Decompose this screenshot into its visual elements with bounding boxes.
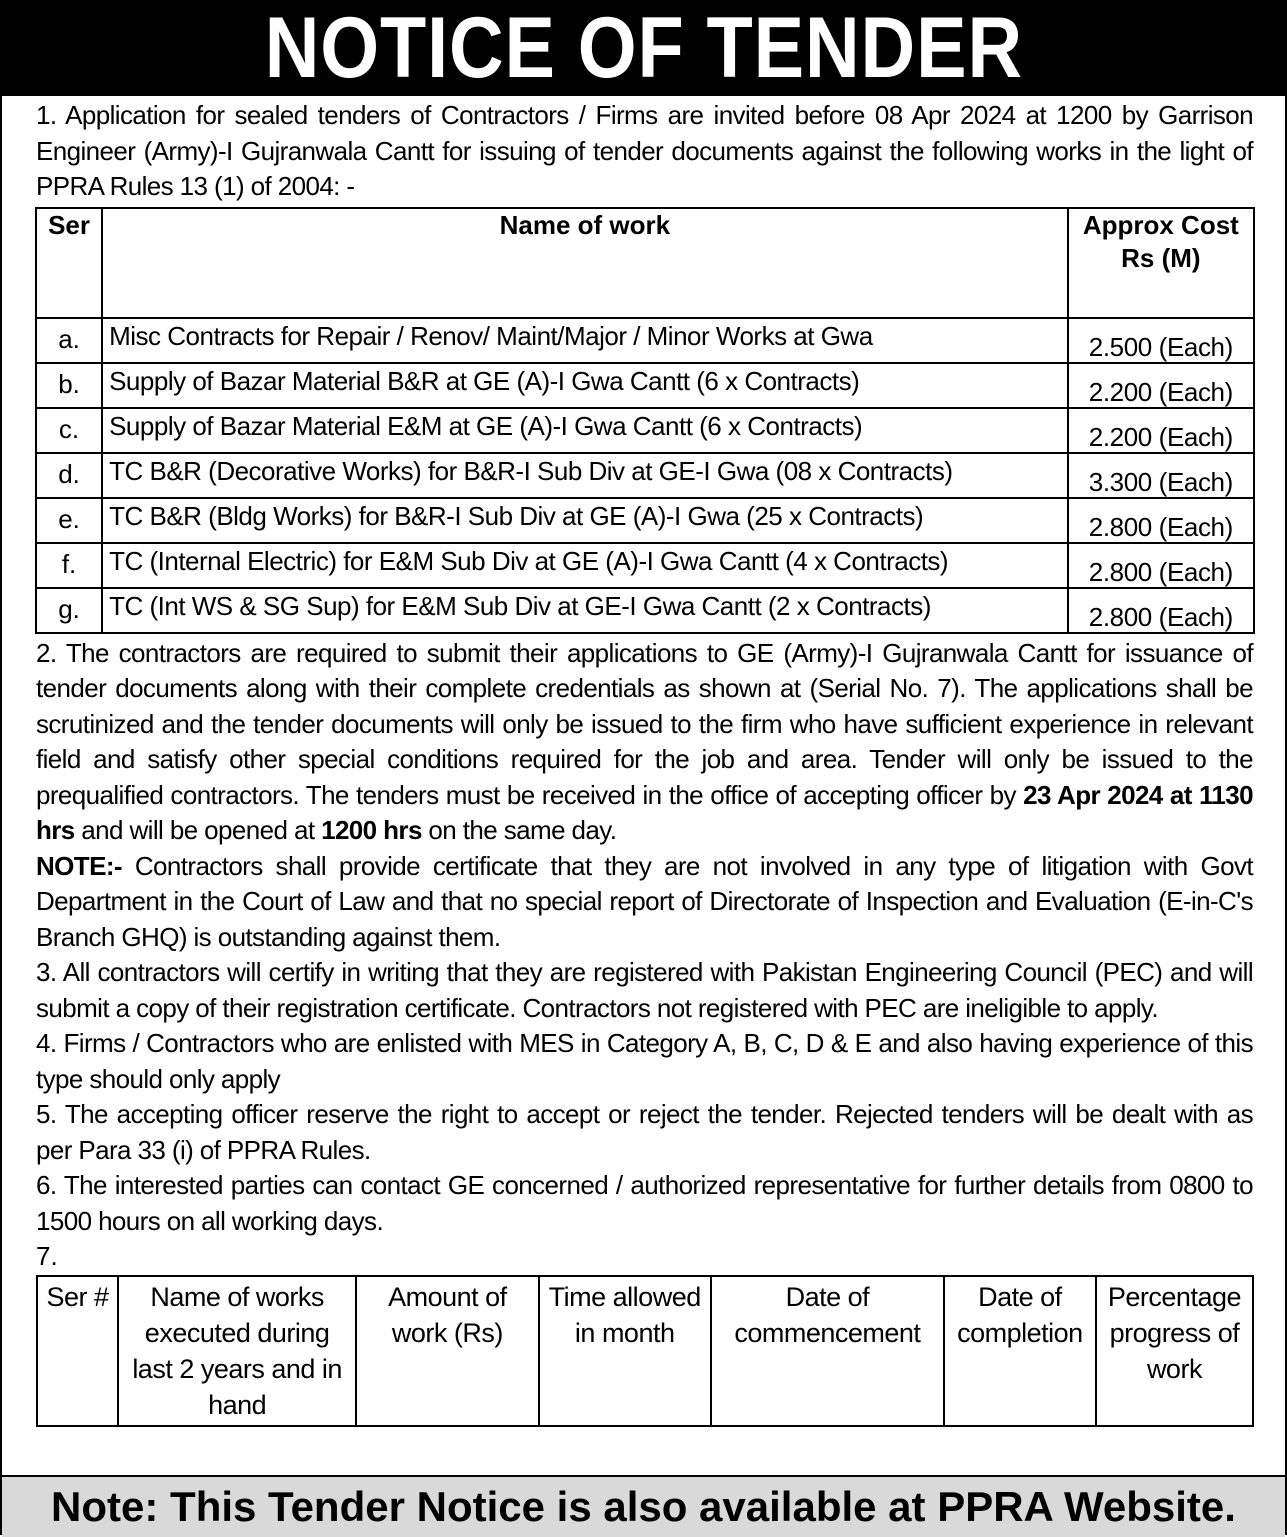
work-cost: 3.300 (Each) <box>1068 453 1254 498</box>
table-row <box>36 588 1254 633</box>
works-table <box>35 207 1255 634</box>
work-ser: e. <box>36 498 102 543</box>
work-cost: 2.800 (Each) <box>1068 543 1254 588</box>
work-cost: 2.200 (Each) <box>1068 363 1254 408</box>
para2-end: on the same day. <box>421 815 617 845</box>
cred-header-commencement: Date of commencement <box>711 1276 944 1426</box>
work-cost: 2.800 (Each) <box>1068 498 1254 543</box>
cred-header-ser: Ser # <box>37 1276 118 1426</box>
works-header-ser: Ser <box>36 208 102 318</box>
note-text: Contractors shall provide certificate that they are not involved in any type of litigation with Govt Department in the Court of Law and that no special report of Directorate of Inspection and Evaluation (E-in-C's Branch GHQ) is outstanding against them. <box>36 850 1253 952</box>
intro-paragraph: 1. Application for sealed tenders of Contractors / Firms are invited before 08 Apr 2024 at 1200 by Garrison Engineer (Army)-I Gujranwala Cantt for issuing of tender documents against the following works in the light of PPRA Rules 13 (1) of 2004: - <box>36 100 1253 201</box>
work-cost: 2.500 (Each) <box>1068 318 1254 363</box>
work-ser: d. <box>36 453 102 498</box>
work-name: Supply of Bazar Material E&M at GE (A)-I Gwa Cantt (6 x Contracts) <box>102 408 1068 453</box>
work-name: TC B&R (Decorative Works) for B&R-I Sub Div at GE-I Gwa (08 x Contracts) <box>102 453 1068 498</box>
note-label: NOTE:- <box>36 850 122 881</box>
work-name: Misc Contracts for Repair / Renov/ Maint/Major / Minor Works at Gwa <box>102 318 1068 363</box>
work-ser: c. <box>36 408 102 453</box>
table-row <box>36 543 1254 588</box>
cred-header-completion: Date of completion <box>944 1276 1096 1426</box>
notice-body <box>36 98 1253 1427</box>
work-ser: b. <box>36 363 102 408</box>
work-name: Supply of Bazar Material B&R at GE (A)-I Gwa Cantt (6 x Contracts) <box>102 363 1068 408</box>
paragraph-6: 6. The interested parties can contact GE concerned / authorized representative for further details from 0800 to 1500 hours on all working days. <box>36 1170 1253 1236</box>
opening-time: 1200 hrs <box>321 815 422 845</box>
table-row <box>36 408 1254 453</box>
note-paragraph <box>36 849 1253 956</box>
notice-header <box>2 0 1285 96</box>
work-name: TC (Internal Electric) for E&M Sub Div at GE (A)-I Gwa Cantt (4 x Contracts) <box>102 543 1068 588</box>
credentials-header-row <box>37 1276 1253 1426</box>
work-cost: 2.800 (Each) <box>1068 588 1254 633</box>
table-row <box>36 498 1254 543</box>
works-header-name: Name of work <box>102 208 1068 318</box>
works-table-header <box>36 208 1254 318</box>
cred-header-works: Name of works executed during last 2 years and in hand <box>118 1276 356 1426</box>
footer-note <box>2 1475 1285 1537</box>
footer-text: Note: This Tender Notice is also available at PPRA Website. <box>51 1483 1236 1530</box>
paragraph-4: 4. Firms / Contractors who are enlisted with MES in Category A, B, C, D & E and also having experience of this type should only apply <box>36 1028 1253 1094</box>
paragraph-2 <box>36 636 1253 849</box>
cred-header-progress: Percentage progress of work <box>1096 1276 1253 1426</box>
work-name: TC (Int WS & SG Sup) for E&M Sub Div at GE-I Gwa Cantt (2 x Contracts) <box>102 588 1068 633</box>
paragraph-5: 5. The accepting officer reserve the right to accept or reject the tender. Rejected tenders will be dealt with as per Para 33 (i) of PPRA Rules. <box>36 1099 1253 1165</box>
paragraph-7: 7. <box>36 1241 58 1271</box>
cred-header-amount: Amount of work (Rs) <box>356 1276 538 1426</box>
table-row <box>36 363 1254 408</box>
cred-header-time: Time allowed in month <box>539 1276 711 1426</box>
table-row <box>36 318 1254 363</box>
work-name: TC B&R (Bldg Works) for B&R-I Sub Div at GE (A)-I Gwa (25 x Contracts) <box>102 498 1068 543</box>
work-ser: a. <box>36 318 102 363</box>
credentials-table <box>36 1275 1254 1427</box>
notice-title: NOTICE OF TENDER <box>264 0 1023 96</box>
works-header-cost: Approx Cost Rs (M) <box>1068 208 1254 318</box>
para2-middle: and will be opened at <box>74 815 322 845</box>
paragraph-3: 3. All contractors will certify in writing that they are registered with Pakistan Engineering Council (PEC) and will submit a copy of their registration certificate. Contractors not registered with PEC are ineligible to apply. <box>36 957 1253 1023</box>
para2-text: 2. The contractors are required to submit their applications to GE (Army)-I Gujranwala Cantt for issuance of tender documents along with their complete credentials as shown at (Serial No. 7). The applications shall be scrutinized and the tender documents will only be issued to the firm who have sufficient experience in relevant field and satisfy other special conditions required for the job and area. Tender will only be issued to the prequalified contractors. The tenders must be received in the office of accepting officer by <box>36 637 1253 810</box>
submission-deadline: 23 Apr 2024 at 1130 hrs <box>36 779 1253 845</box>
work-ser: f. <box>36 543 102 588</box>
table-row <box>36 453 1254 498</box>
work-ser: g. <box>36 588 102 633</box>
work-cost: 2.200 (Each) <box>1068 408 1254 453</box>
